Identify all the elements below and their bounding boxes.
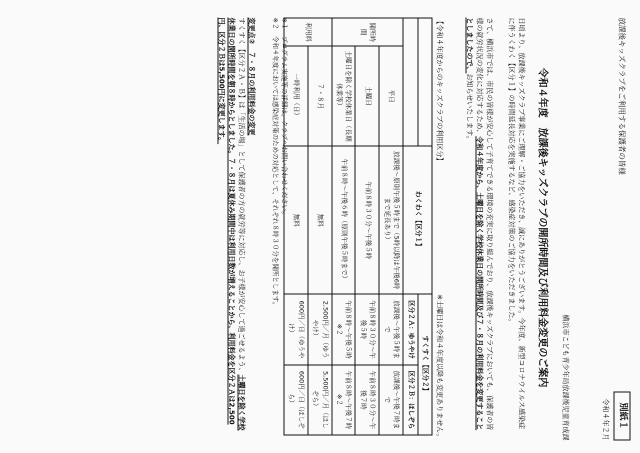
cell: 無料 (308, 146, 332, 294)
document-title: 令和４年度 放課後キッズクラブの開所時間及び利用料金変更のご案内 (536, 67, 548, 388)
table-row (379, 18, 403, 435)
footnote-2: ※２ 令和４年度においては感染症対策のための対応として、それぞれ８時３０分を開所とします。 (271, 17, 280, 309)
cell: 600円／日（ゆうやけ） (284, 294, 308, 364)
table-caption: 【令和４年度からのキッズクラブの利用区分】 (435, 17, 444, 165)
row-label: 土曜日を除く学校休業日（長期休業等） (332, 46, 356, 146)
cell: 放課後〜午後５時まで (379, 294, 403, 364)
cell: 午前８時３０分〜午後７時 (355, 365, 379, 435)
row-label: 一時利用（日） (284, 46, 308, 146)
cell: 放課後〜午後７時まで (379, 365, 403, 435)
change-paragraph-emphasis: 令和４年度から、土曜日を除く学校休業日の開所時間及び７・８月の利用料金を変更することとしましたので、 (465, 17, 484, 431)
corner-cell (418, 18, 432, 146)
change-paragraph (464, 18, 494, 436)
subheader-2a: 区分２Ａ：ゆうやけ (403, 294, 417, 364)
change-paragraph-text: さて、横浜市では、市民の皆様が安心して子育てできる環境の充実に取り組んでおり、放課後キッズクラブにおいても、保護者の皆様の就労状況の変化に対応するため、 (475, 17, 494, 431)
corner-cell-2 (403, 18, 417, 146)
change-section (216, 18, 257, 436)
footnote-1: ※１ プログラム実施等の詳細は、クラブへお問い合わせください。 (280, 17, 289, 218)
section-emphasis: 土曜日を除く学校休業日の開所時間を朝８時からとしました。 (227, 17, 246, 431)
cell: 午前８時〜午後６時（原則午後５時まで） (332, 146, 356, 294)
rotated-document (1, 0, 640, 453)
header-sukusuku: すくすく【区分２】 (418, 294, 432, 435)
table-header-row (418, 18, 432, 435)
row-label: ７・８月 (308, 46, 332, 146)
cell: 放課後〜原則午後５時まで（5時以降は午後6時まで延長あり） (379, 146, 403, 294)
issue-date: 令和４年２月 (601, 398, 610, 441)
table-row (308, 18, 332, 435)
table-note: ※土曜日は令和４年度以降も変更ありません。 (435, 294, 444, 441)
group-fees: 利用料 (284, 18, 332, 46)
cell: 2,500円／月（ゆうやけ） (308, 294, 332, 364)
footnotes (270, 18, 289, 436)
cell: 午前８時〜午後５時 ※２ (332, 294, 356, 364)
attachment-badge: 別紙１ (613, 391, 630, 440)
subheader-2b: 区分２Ｂ：ほしぞら (403, 365, 417, 435)
section-text-1: すくすく【区分２Ａ・Ｂ】は「生活の場」として保護者の方の就労等に対応し、お子様が安心して過ごせるよう、 (237, 17, 246, 375)
section-heading: 変更点② ７・８月の利用料金の変更 (247, 17, 256, 136)
cell: 600円／日（ほしぞら） (284, 365, 308, 435)
recipient-line: 放課後キッズクラブをご利用する保護者の皆様 (617, 17, 627, 175)
row-label: 平日 (379, 46, 403, 146)
header-wakuwaku: わくわく【区分１】 (403, 146, 432, 294)
row-label: 土曜日 (355, 46, 379, 146)
section-text-2: ７・８月は夏休み期間中は利用日数が増えることから、利用料金を区分２Ａは2,500円、区分２Ｂは5,500円に変更します。 (217, 17, 236, 425)
cell: 午前８時３０分〜午後５時 (355, 294, 379, 364)
cell: 午前８時〜午後７時 ※２ (332, 365, 356, 435)
change-paragraph-tail: お知らせいたします。 (465, 73, 474, 143)
intro-paragraph: 日頃より、放課後キッズクラブ事業にご理解・ご協力をいただき、誠にありがとうございます。今年度、新型コロナウイルス感染症に伴うくわく【区分１】の時間延長対応を実施するなど、感染症対策のご協力をいただきました。 (507, 17, 526, 430)
table-row (332, 18, 356, 435)
cell: 午前８時３０分〜午後５時 (355, 146, 379, 294)
cell: 無料 (284, 146, 308, 294)
sender-line: 横浜市こども青少年局放課後児童育成課 (561, 314, 570, 441)
fee-table (283, 18, 432, 436)
notice-document (1, 0, 640, 453)
cell: 5,500円／月（ほしぞら） (308, 365, 332, 435)
table-row (355, 18, 379, 435)
group-hours: 開所時間 (332, 18, 404, 46)
